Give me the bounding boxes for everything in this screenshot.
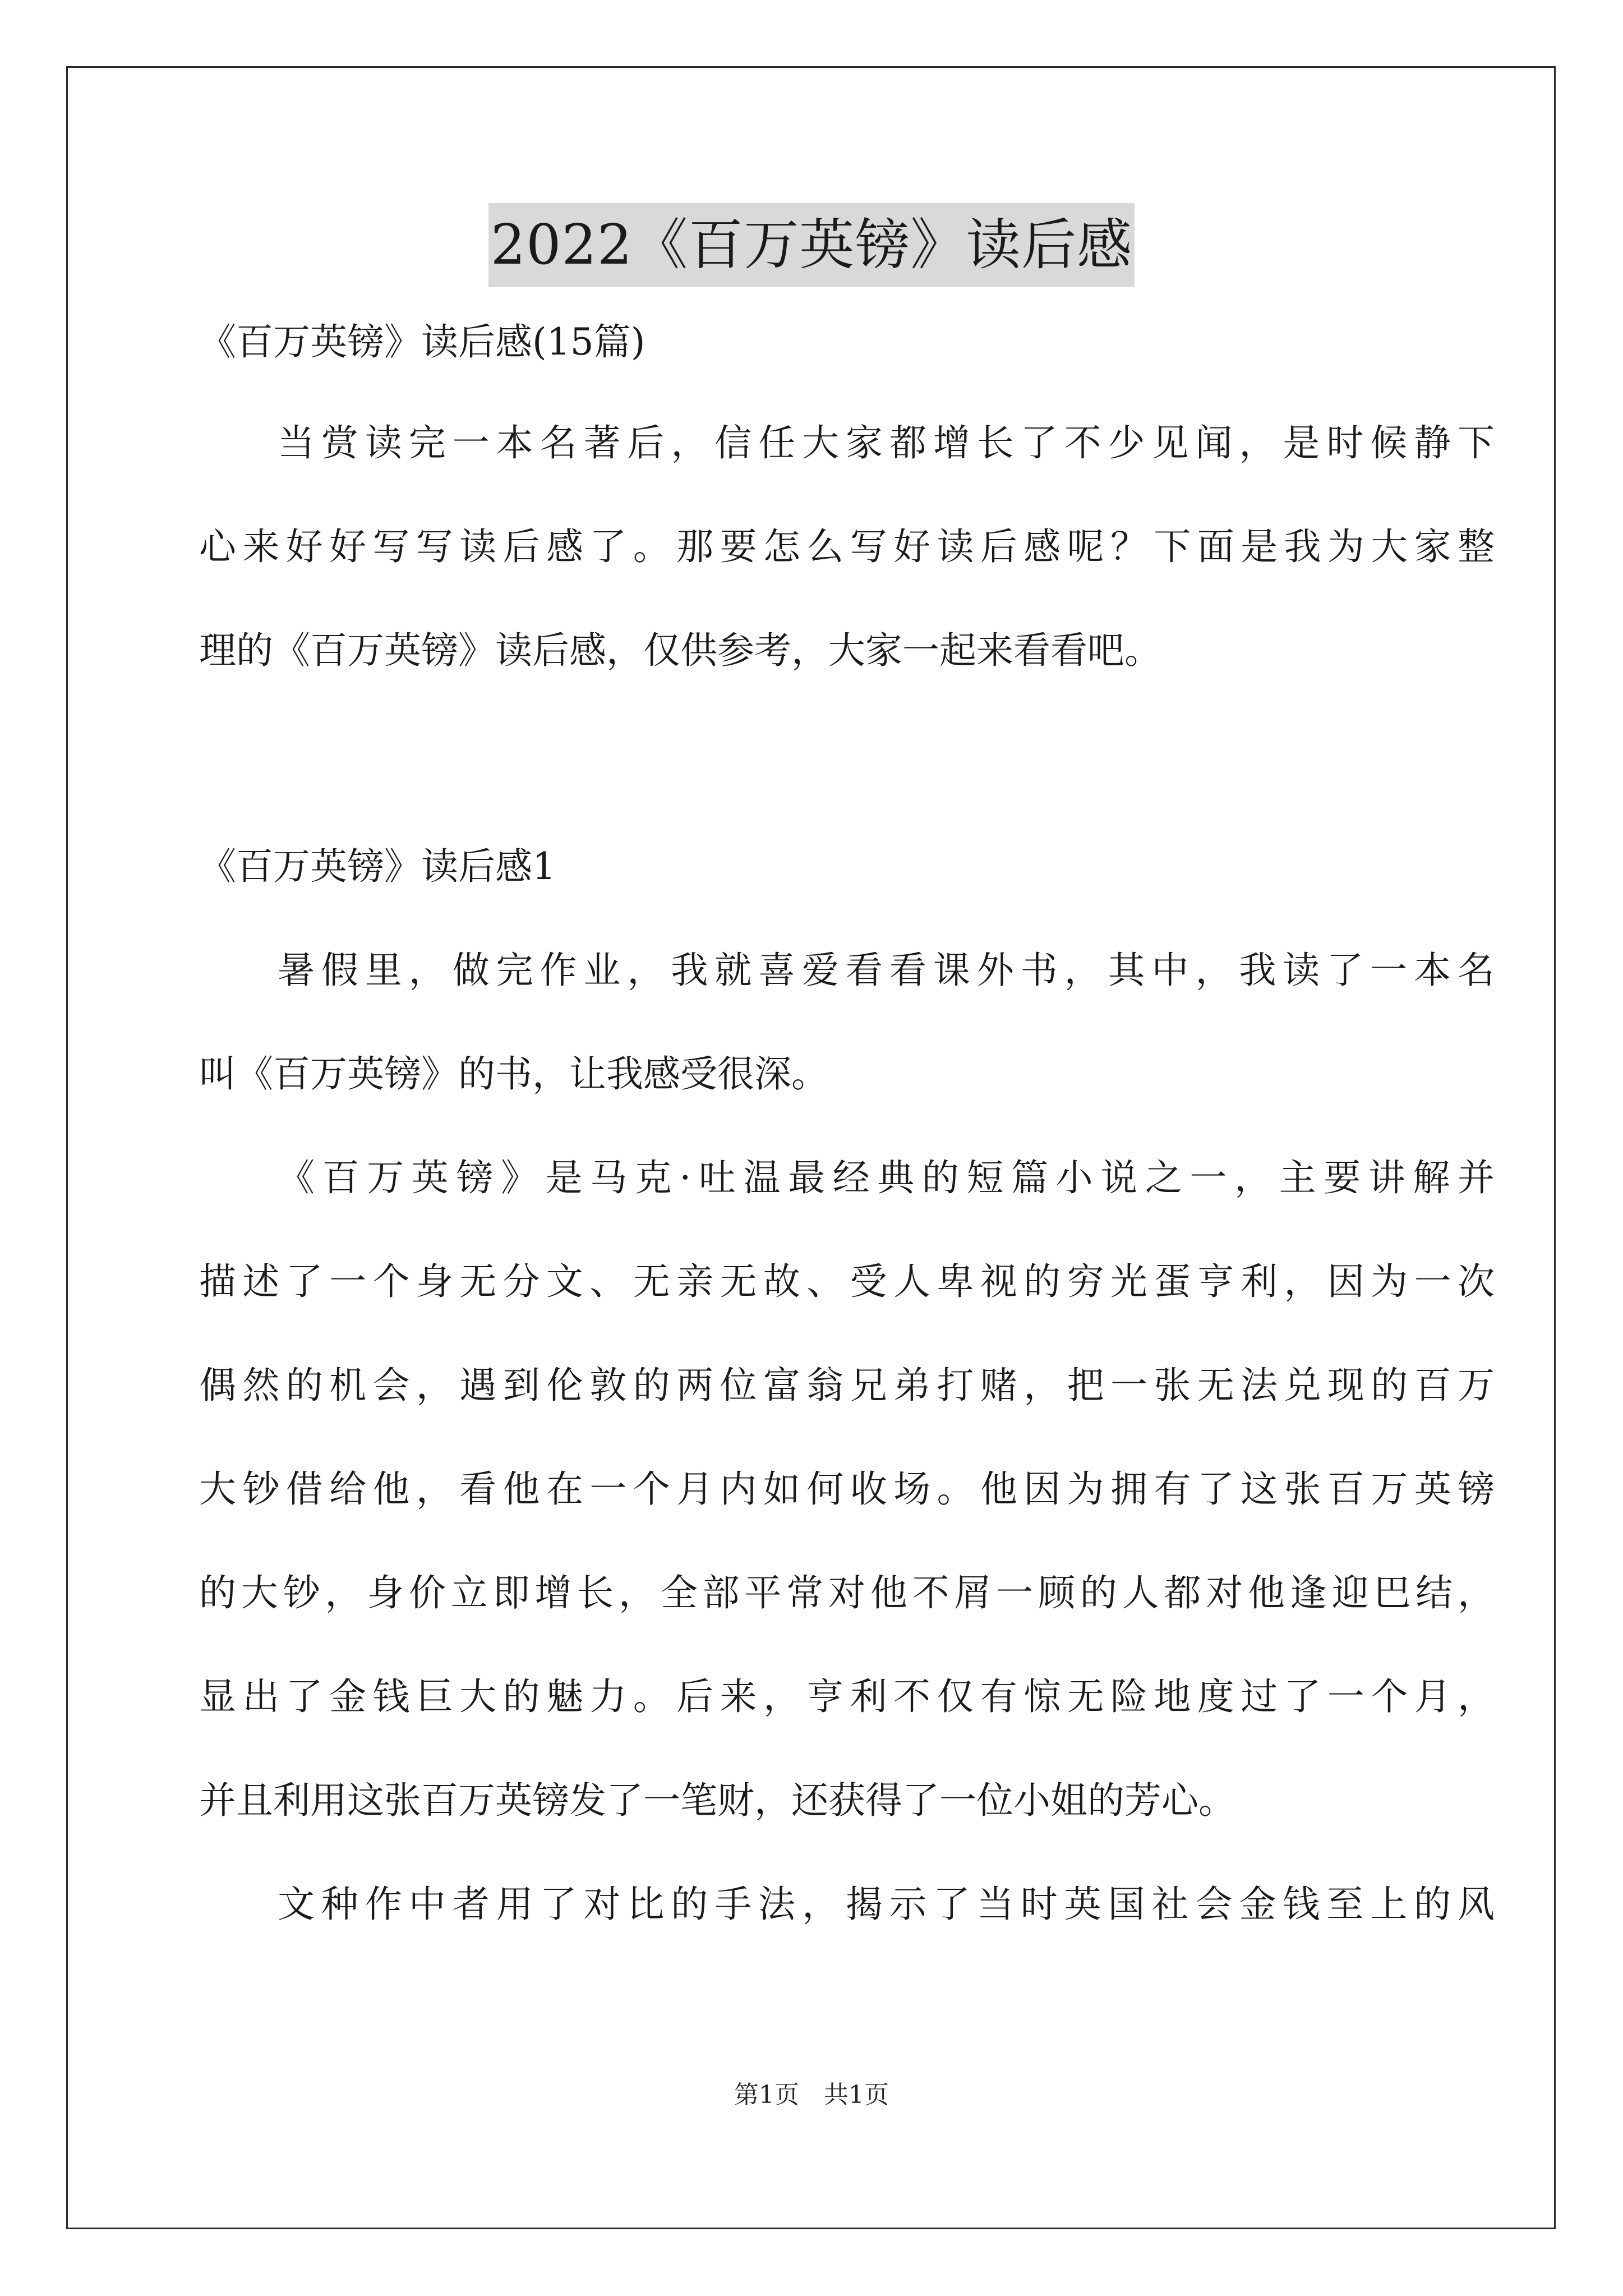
intro-line-1: 当赏读完一本名著后，信任大家都增长了不少见闻，是时候静下: [278, 421, 1495, 464]
paragraph2-line-7: 并且利用这张百万英镑发了一笔财，还获得了一位小姐的芳心。: [199, 1779, 1235, 1822]
paragraph1-line-2: 叫《百万英镑》的书，让我感受很深。: [199, 1052, 828, 1096]
page-number-footer: 第1页 共1页: [734, 2081, 889, 2109]
paragraph2-line-6: 显出了金钱巨大的魅力。后来，亨利不仅有惊无险地度过了一个月，: [199, 1675, 1495, 1718]
document-title: 2022《百万英镑》读后感: [488, 203, 1135, 287]
paragraph2-line-3: 偶然的机会，遇到伦敦的两位富翁兄弟打赌，把一张无法兑现的百万: [199, 1364, 1495, 1407]
section-heading: 《百万英镑》读后感1: [199, 845, 556, 888]
paragraph2-line-5: 的大钞，身价立即增长，全部平常对他不屑一顾的人都对他逢迎巴结，: [199, 1571, 1495, 1614]
intro-line-2: 心来好好写写读后感了。那要怎么写好读后感呢？下面是我为大家整: [199, 525, 1495, 568]
paragraph2-line-1: 《百万英镑》是马克·吐温最经典的短篇小说之一，主要讲解并: [278, 1156, 1495, 1199]
paragraph2-line-2: 描述了一个身无分文、无亲无故、受人卑视的穷光蛋亨利，因为一次: [199, 1260, 1495, 1303]
paragraph2-line-4: 大钞借给他，看他在一个月内如何收场。他因为拥有了这张百万英镑: [199, 1467, 1495, 1511]
paragraph1-line-1: 暑假里，做完作业，我就喜爱看看课外书，其中，我读了一本名: [278, 949, 1495, 992]
paragraph3-line-1: 文种作中者用了对比的手法，揭示了当时英国社会金钱至上的风: [278, 1883, 1495, 1926]
title-container: [0, 203, 1623, 287]
intro-line-3: 理的《百万英镑》读后感，仅供参考，大家一起来看看吧。: [199, 629, 1161, 672]
document-subtitle: 《百万英镑》读后感(15篇): [199, 320, 645, 364]
